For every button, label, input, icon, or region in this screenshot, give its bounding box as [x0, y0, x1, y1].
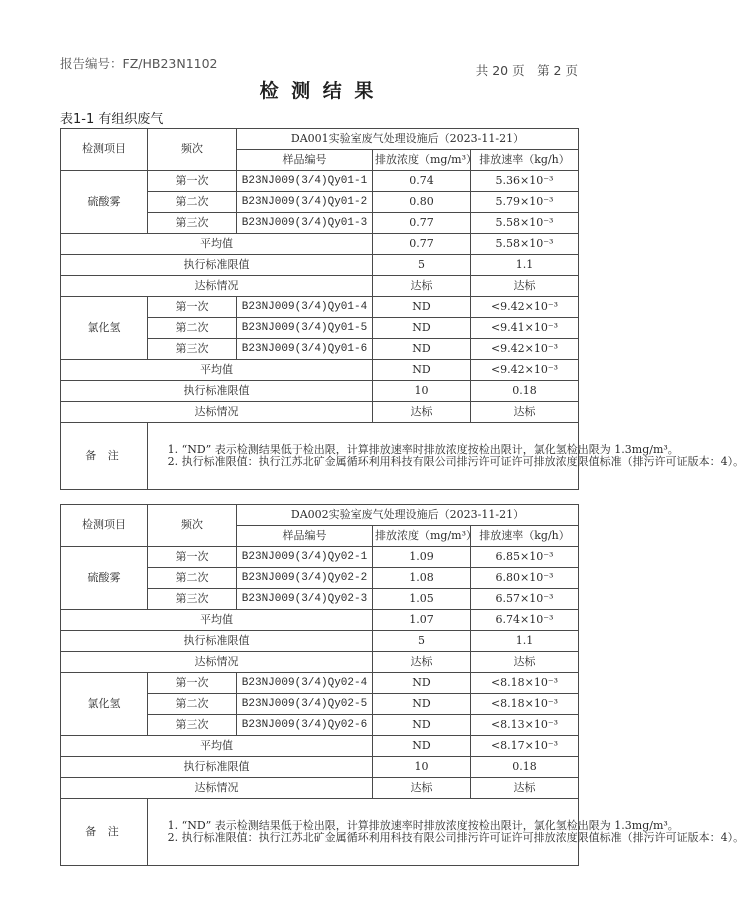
frequency-cell: 第三次: [148, 715, 237, 736]
concentration-cell: 0.80: [373, 192, 471, 213]
concentration-cell: ND: [373, 715, 471, 736]
summary-row: [61, 255, 579, 276]
frequency-cell: 第一次: [148, 297, 237, 318]
outlet-header: DA001实验室废气处理设施后（2023-11-21）: [237, 129, 579, 150]
pollutant-name: 硫酸雾: [61, 547, 148, 610]
summary-label: 达标情况: [61, 778, 373, 799]
sample-id-cell: B23NJ009(3/4)Qy01-1: [237, 171, 373, 192]
results-table-da001: [60, 128, 744, 490]
summary-row: [61, 381, 579, 402]
rate-cell: <9.42×10⁻³: [471, 339, 579, 360]
summary-row: [61, 402, 579, 423]
summary-row: [61, 276, 579, 297]
concentration-cell: 1.09: [373, 547, 471, 568]
sample-id-cell: B23NJ009(3/4)Qy02-2: [237, 568, 373, 589]
note-row: [61, 799, 579, 866]
header-row: [61, 129, 579, 150]
rate-cell: <8.18×10⁻³: [471, 673, 579, 694]
concentration-cell: 0.74: [373, 171, 471, 192]
frequency-cell: 第二次: [148, 694, 237, 715]
frequency-cell: 第一次: [148, 673, 237, 694]
summary-concentration: ND: [373, 736, 471, 757]
summary-label: 平均值: [61, 234, 373, 255]
concentration-cell: 1.05: [373, 589, 471, 610]
frequency-cell: 第三次: [148, 589, 237, 610]
summary-label: 达标情况: [61, 276, 373, 297]
rate-cell: 6.57×10⁻³: [471, 589, 579, 610]
frequency-cell: 第二次: [148, 192, 237, 213]
summary-concentration: 5: [373, 255, 471, 276]
summary-row: [61, 757, 579, 778]
summary-rate: 达标: [471, 402, 579, 423]
column-header-item: 检测项目: [61, 505, 148, 547]
summary-rate: 0.18: [471, 381, 579, 402]
summary-concentration: 5: [373, 631, 471, 652]
sample-id-cell: B23NJ009(3/4)Qy01-5: [237, 318, 373, 339]
summary-concentration: 0.77: [373, 234, 471, 255]
page-indicator: 共 20 页 第 2 页: [475, 63, 578, 78]
rate-cell: <8.13×10⁻³: [471, 715, 579, 736]
header-row: [61, 505, 579, 526]
table-row: [61, 171, 579, 192]
summary-rate: <8.17×10⁻³: [471, 736, 579, 757]
column-header-frequency: 频次: [148, 505, 237, 547]
column-header-rate: 排放速率（kg/h）: [471, 150, 579, 171]
frequency-cell: 第一次: [148, 547, 237, 568]
note-label: 备 注: [61, 423, 148, 490]
rate-cell: <8.18×10⁻³: [471, 694, 579, 715]
note-item: 2. 执行标准限值：执行江苏北矿金属循环利用科技有限公司排污许可证许可排放浓度限值标准（排污许可证版本：4）。: [167, 455, 744, 468]
note-item: 1. “ND” 表示检测结果低于检出限，计算排放速率时排放浓度按检出限计，氯化氢检出限为 1.3mg/m³。: [167, 442, 679, 456]
summary-row: [61, 736, 579, 757]
sample-id-cell: B23NJ009(3/4)Qy01-3: [237, 213, 373, 234]
summary-row: [61, 778, 579, 799]
column-header-concentration: 排放浓度（mg/m³）: [373, 526, 471, 547]
summary-concentration: 达标: [373, 402, 471, 423]
summary-label: 执行标准限值: [61, 381, 373, 402]
concentration-cell: 1.08: [373, 568, 471, 589]
rate-cell: 6.80×10⁻³: [471, 568, 579, 589]
summary-rate: 6.74×10⁻³: [471, 610, 579, 631]
summary-label: 执行标准限值: [61, 631, 373, 652]
summary-row: [61, 631, 579, 652]
summary-rate: 1.1: [471, 255, 579, 276]
column-header-item: 检测项目: [61, 129, 148, 171]
rate-cell: 5.79×10⁻³: [471, 192, 579, 213]
sample-id-cell: B23NJ009(3/4)Qy02-1: [237, 547, 373, 568]
page-title: 检 测 结 果: [259, 80, 377, 102]
rate-cell: <9.42×10⁻³: [471, 297, 579, 318]
summary-row: [61, 610, 579, 631]
summary-label: 平均值: [61, 360, 373, 381]
note-label: 备 注: [61, 799, 148, 866]
sample-id-cell: B23NJ009(3/4)Qy02-5: [237, 694, 373, 715]
column-header-sample-id: 样品编号: [237, 150, 373, 171]
summary-rate: 1.1: [471, 631, 579, 652]
summary-row: [61, 652, 579, 673]
pollutant-name: 硫酸雾: [61, 171, 148, 234]
summary-label: 达标情况: [61, 652, 373, 673]
rate-cell: 6.85×10⁻³: [471, 547, 579, 568]
summary-concentration: 10: [373, 757, 471, 778]
summary-rate: 达标: [471, 652, 579, 673]
concentration-cell: ND: [373, 694, 471, 715]
summary-rate: 0.18: [471, 757, 579, 778]
concentration-cell: ND: [373, 297, 471, 318]
summary-rate: 5.58×10⁻³: [471, 234, 579, 255]
table-row: [61, 673, 579, 694]
summary-rate: 达标: [471, 778, 579, 799]
pollutant-name: 氯化氢: [61, 673, 148, 736]
frequency-cell: 第二次: [148, 568, 237, 589]
summary-label: 平均值: [61, 736, 373, 757]
results-table-da002: [60, 504, 744, 866]
outlet-header: DA002实验室废气处理设施后（2023-11-21）: [237, 505, 579, 526]
note-item: 1. “ND” 表示检测结果低于检出限，计算排放速率时排放浓度按检出限计，氯化氢检出限为 1.3mg/m³。: [167, 818, 679, 832]
note-text: [148, 799, 744, 866]
sample-id-cell: B23NJ009(3/4)Qy01-2: [237, 192, 373, 213]
rate-cell: 5.58×10⁻³: [471, 213, 579, 234]
summary-label: 平均值: [61, 610, 373, 631]
summary-label: 达标情况: [61, 402, 373, 423]
concentration-cell: ND: [373, 339, 471, 360]
sample-id-cell: B23NJ009(3/4)Qy02-3: [237, 589, 373, 610]
column-header-sample-id: 样品编号: [237, 526, 373, 547]
summary-concentration: ND: [373, 360, 471, 381]
frequency-cell: 第一次: [148, 171, 237, 192]
concentration-cell: ND: [373, 673, 471, 694]
frequency-cell: 第三次: [148, 339, 237, 360]
summary-rate: <9.42×10⁻³: [471, 360, 579, 381]
summary-concentration: 达标: [373, 652, 471, 673]
summary-concentration: 10: [373, 381, 471, 402]
column-header-frequency: 频次: [148, 129, 237, 171]
concentration-cell: 0.77: [373, 213, 471, 234]
summary-concentration: 达标: [373, 276, 471, 297]
note-item: 2. 执行标准限值：执行江苏北矿金属循环利用科技有限公司排污许可证许可排放浓度限值标准（排污许可证版本：4）。: [167, 831, 744, 844]
pollutant-name: 氯化氢: [61, 297, 148, 360]
rate-cell: <9.41×10⁻³: [471, 318, 579, 339]
table-row: [61, 547, 579, 568]
sample-id-cell: B23NJ009(3/4)Qy01-6: [237, 339, 373, 360]
summary-row: [61, 360, 579, 381]
sample-id-cell: B23NJ009(3/4)Qy02-6: [237, 715, 373, 736]
note-text: [148, 423, 744, 490]
summary-rate: 达标: [471, 276, 579, 297]
table-row: [61, 297, 579, 318]
concentration-cell: ND: [373, 318, 471, 339]
summary-concentration: 1.07: [373, 610, 471, 631]
summary-row: [61, 234, 579, 255]
rate-cell: 5.36×10⁻³: [471, 171, 579, 192]
sample-id-cell: B23NJ009(3/4)Qy01-4: [237, 297, 373, 318]
report-number: 报告编号：FZ/HB23N1102: [60, 56, 218, 71]
frequency-cell: 第二次: [148, 318, 237, 339]
column-header-concentration: 排放浓度（mg/m³）: [373, 150, 471, 171]
summary-label: 执行标准限值: [61, 757, 373, 778]
column-header-rate: 排放速率（kg/h）: [471, 526, 579, 547]
frequency-cell: 第三次: [148, 213, 237, 234]
note-row: [61, 423, 579, 490]
sample-id-cell: B23NJ009(3/4)Qy02-4: [237, 673, 373, 694]
summary-label: 执行标准限值: [61, 255, 373, 276]
summary-concentration: 达标: [373, 778, 471, 799]
table-caption: 表1-1 有组织废气: [60, 112, 164, 127]
